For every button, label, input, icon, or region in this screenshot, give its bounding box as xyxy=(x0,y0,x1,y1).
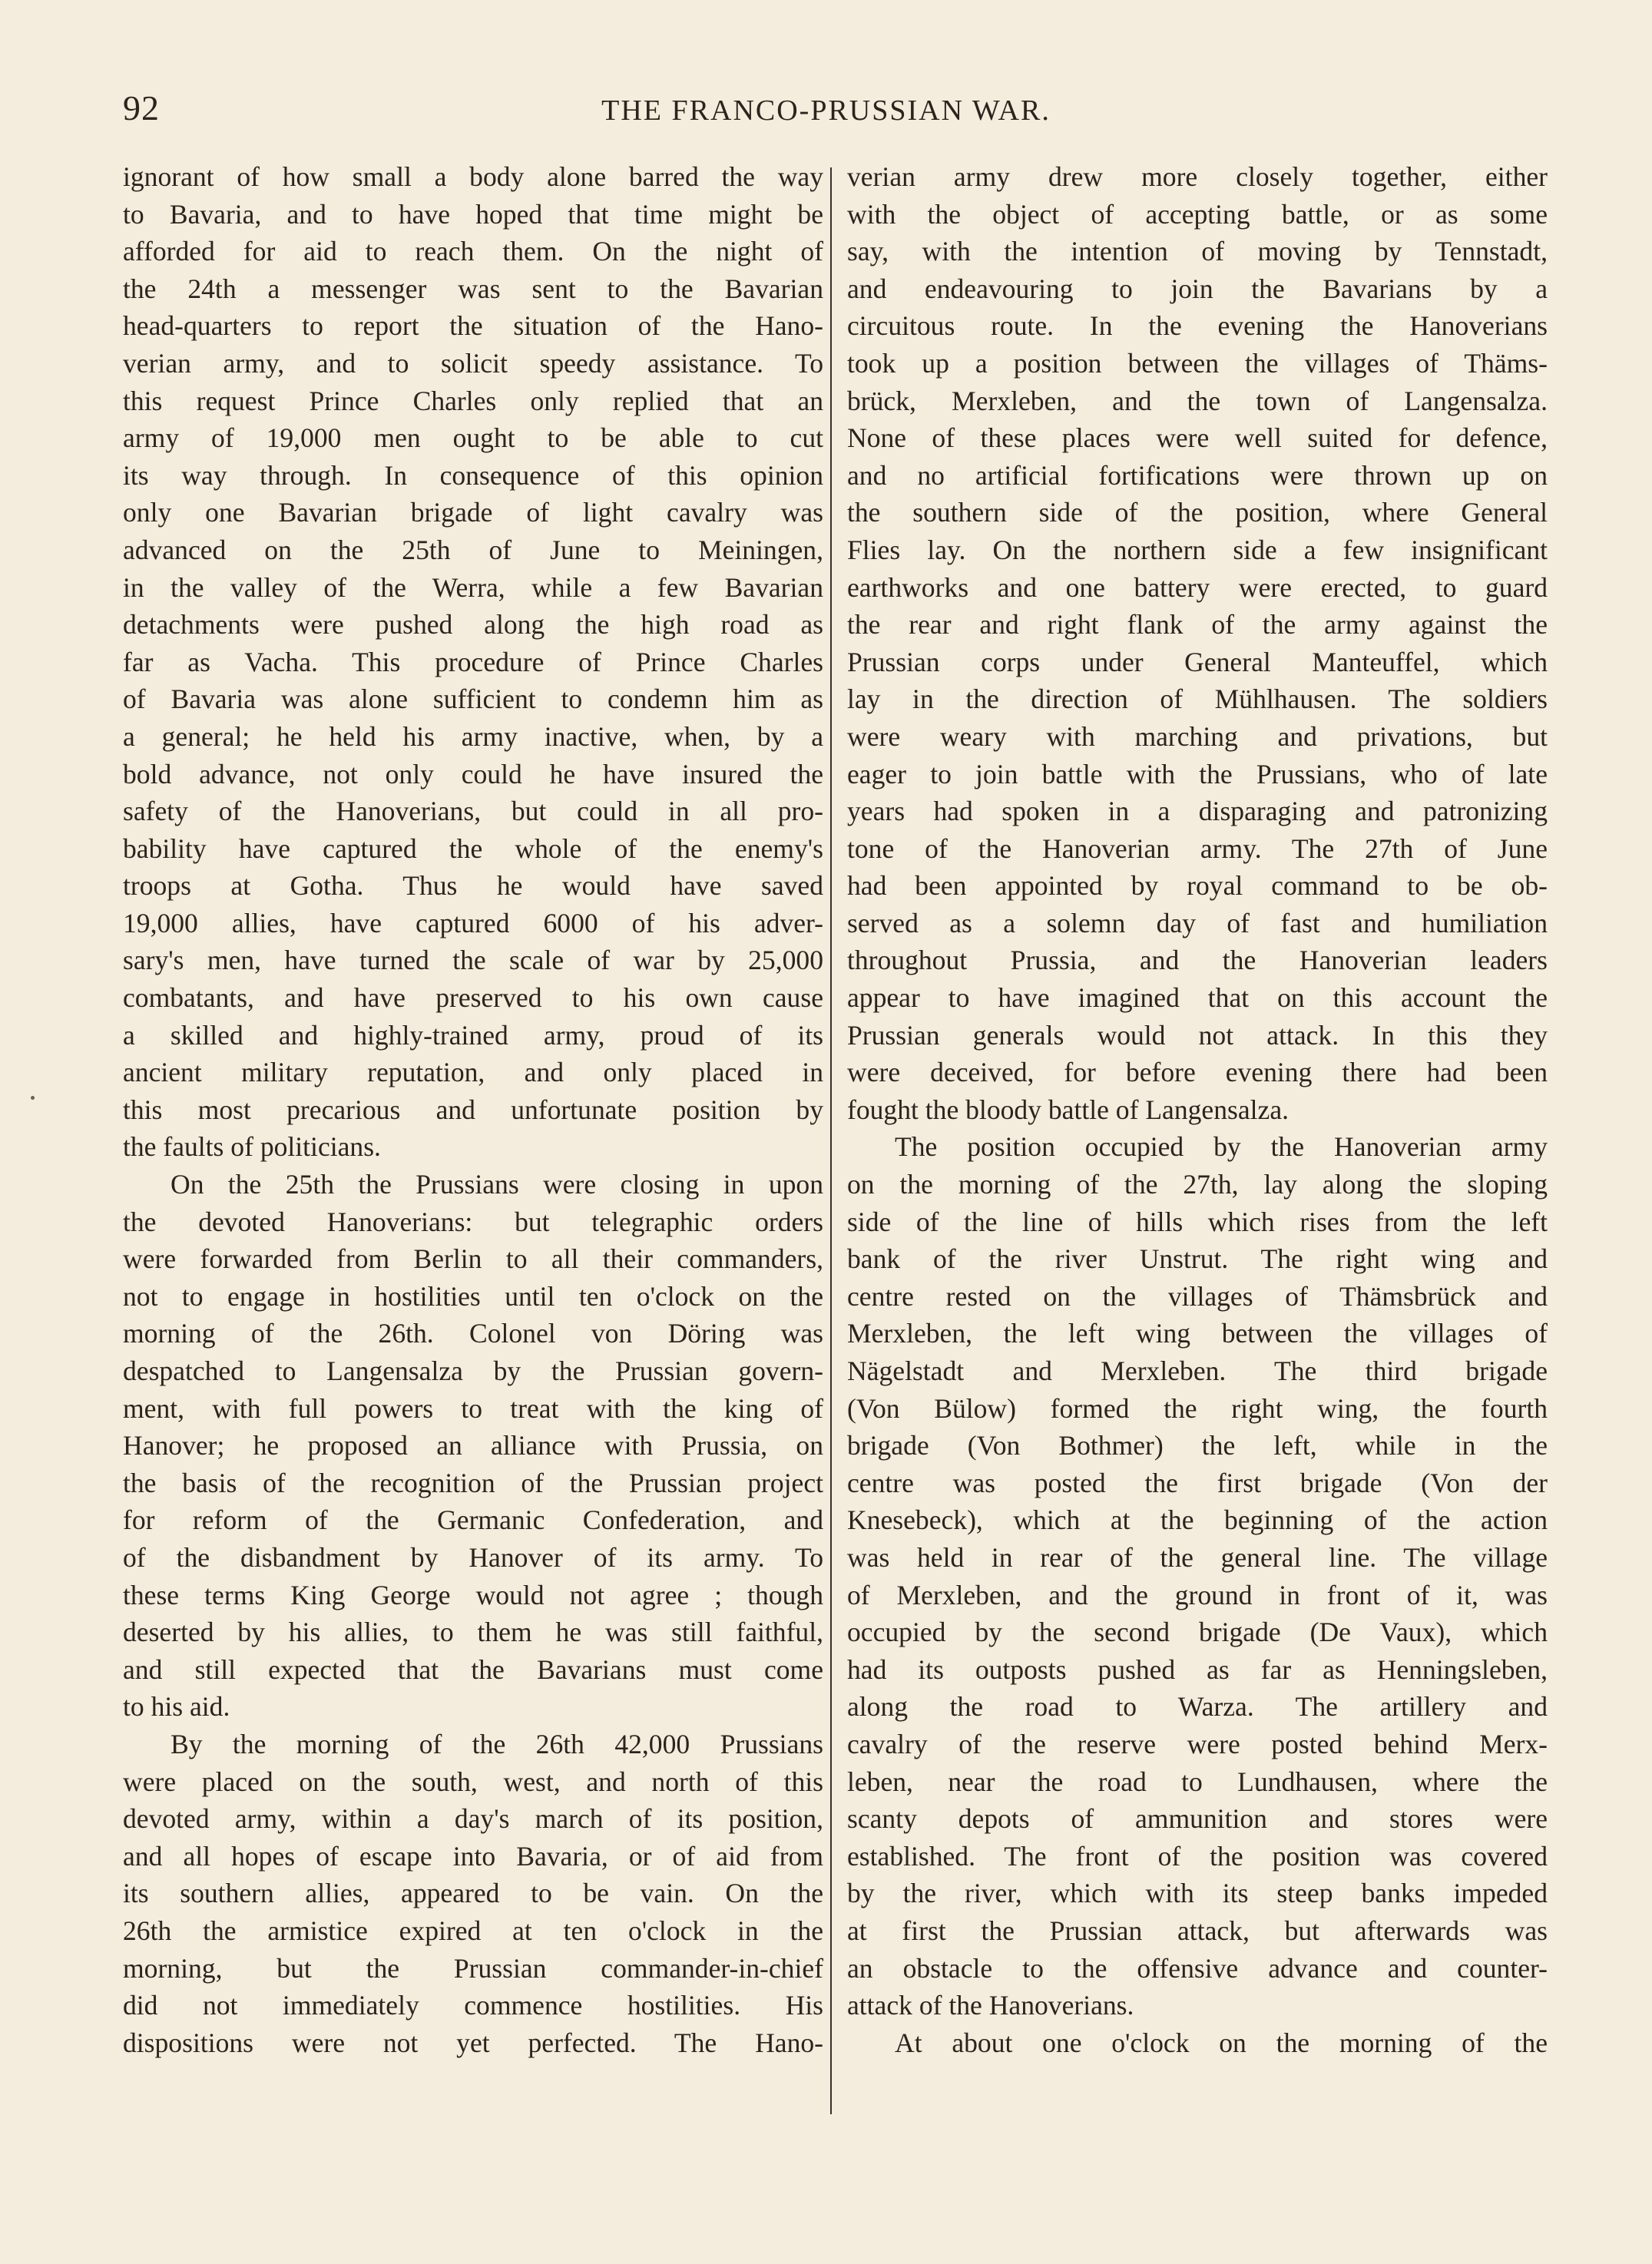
text-line: the 24th a messenger was sent to the Bavarian xyxy=(123,273,823,304)
text-line: years had spoken in a disparaging and patronizing xyxy=(847,796,1548,827)
text-line: were forwarded from Berlin to all their commanders, xyxy=(123,1243,823,1275)
left-column xyxy=(123,158,823,2061)
text-line: attack of the Hanoverians. xyxy=(847,1990,1134,2021)
text-line: centre rested on the villages of Thämsbrück and xyxy=(847,1280,1548,1312)
text-line: dispositions were not yet perfected. The Hano- xyxy=(123,2027,823,2058)
text-line: a skilled and highly-trained army, proud of its xyxy=(123,1019,823,1051)
text-line: scanty depots of ammunition and stores were xyxy=(847,1803,1548,1835)
text-line: its way through. In consequence of this opinion xyxy=(123,459,823,491)
text-line: None of these places were well suited for defence, xyxy=(847,422,1548,454)
text-line: only one Bavarian brigade of light cavalry was xyxy=(123,497,823,528)
column-rule xyxy=(830,167,832,2114)
text-line: The position occupied by the Hanoverian army xyxy=(895,1131,1548,1163)
text-line: Nägelstadt and Merxleben. The third brigade xyxy=(847,1355,1548,1386)
text-line: verian army, and to solicit speedy assistance. To xyxy=(123,347,823,379)
text-line: the southern side of the position, where General xyxy=(847,497,1548,528)
text-line: afforded for aid to reach them. On the night of xyxy=(123,236,823,267)
text-line: along the road to Warza. The artillery and xyxy=(847,1691,1548,1723)
page-number: 92 xyxy=(123,88,160,127)
text-line: bold advance, not only could he have insured the xyxy=(123,758,823,789)
text-line: the devoted Hanoverians: but telegraphic orders xyxy=(123,1206,823,1237)
text-line: did not immediately commence hostilities. His xyxy=(123,1990,823,2021)
text-line: this request Prince Charles only replied that an xyxy=(123,385,823,416)
text-line: 19,000 allies, have captured 6000 of his adver- xyxy=(123,907,823,938)
text-line: brück, Merxleben, and the town of Langensalza. xyxy=(847,385,1548,416)
text-line: side of the line of hills which rises from the left xyxy=(847,1206,1548,1237)
text-line: and no artificial fortifications were thrown up on xyxy=(847,459,1548,491)
text-line: sary's men, have turned the scale of war by 25,000 xyxy=(123,945,823,976)
text-line: had its outposts pushed as far as Henningsleben, xyxy=(847,1653,1548,1685)
text-line: were placed on the south, west, and north of this xyxy=(123,1766,823,1797)
text-line: the rear and right flank of the army against the xyxy=(847,609,1548,640)
text-line: this most precarious and unfortunate position by xyxy=(123,1094,823,1125)
text-line: safety of the Hanoverians, but could in all pro- xyxy=(123,796,823,827)
text-line: throughout Prussia, and the Hanoverian leaders xyxy=(847,945,1548,976)
text-line: 26th the armistice expired at ten o'clock in the xyxy=(123,1915,823,1946)
text-line: centre was posted the first brigade (Von der xyxy=(847,1467,1548,1498)
text-line: On the 25th the Prussians were closing in upon xyxy=(170,1169,823,1200)
text-line: cavalry of the reserve were posted behind Merx- xyxy=(847,1728,1548,1759)
text-line: (Von Bülow) formed the right wing, the fourth xyxy=(847,1392,1548,1424)
text-line: far as Vacha. This procedure of Prince Charles xyxy=(123,646,823,677)
text-line: with the object of accepting battle, or as some xyxy=(847,198,1548,230)
text-line: not to engage in hostilities until ten o'clock on the xyxy=(123,1280,823,1312)
text-line: occupied by the second brigade (De Vaux), which xyxy=(847,1617,1548,1648)
text-line: leben, near the road to Lundhausen, where the xyxy=(847,1766,1548,1797)
text-line: Knesebeck), which at the beginning of the action xyxy=(847,1504,1548,1536)
text-line: earthworks and one battery were erected, to guard xyxy=(847,571,1548,603)
text-line: Flies lay. On the northern side a few insignificant xyxy=(847,534,1548,565)
text-line: troops at Gotha. Thus he would have saved xyxy=(123,870,823,902)
text-line: a general; he held his army inactive, when, by a xyxy=(123,720,823,752)
text-line: ancient military reputation, and only placed in xyxy=(123,1057,823,1088)
text-line: of the disbandment by Hanover of its army. To xyxy=(123,1541,823,1573)
text-line: tone of the Hanoverian army. The 27th of June xyxy=(847,832,1548,864)
text-line: detachments were pushed along the high road as xyxy=(123,609,823,640)
text-line: say, with the intention of moving by Tennstadt, xyxy=(847,236,1548,267)
text-line: circuitous route. In the evening the Hanoverians xyxy=(847,310,1548,342)
text-line: devoted army, within a day's march of its position, xyxy=(123,1803,823,1835)
text-line: Prussian corps under General Manteuffel, which xyxy=(847,646,1548,677)
text-line: advanced on the 25th of June to Meiningen, xyxy=(123,534,823,565)
text-line: was held in rear of the general line. The village xyxy=(847,1541,1548,1573)
text-line: were weary with marching and privations, but xyxy=(847,720,1548,752)
text-line: the faults of politicians. xyxy=(123,1131,381,1163)
text-line: verian army drew more closely together, either xyxy=(847,161,1548,192)
text-line: of Bavaria was alone sufficient to condemn him as xyxy=(123,684,823,715)
text-line: on the morning of the 27th, lay along the sloping xyxy=(847,1169,1548,1200)
text-line: these terms King George would not agree ; though xyxy=(123,1579,823,1610)
text-line: despatched to Langensalza by the Prussian govern- xyxy=(123,1355,823,1386)
text-line: an obstacle to the offensive advance and counter- xyxy=(847,1952,1548,1984)
text-line: At about one o'clock on the morning of the xyxy=(895,2027,1548,2058)
right-column xyxy=(847,158,1548,2061)
text-line: ignorant of how small a body alone barred the way xyxy=(123,161,823,192)
text-line: By the morning of the 26th 42,000 Prussians xyxy=(170,1728,823,1759)
text-line: the basis of the recognition of the Prussian project xyxy=(123,1467,823,1498)
text-line: fought the bloody battle of Langensalza. xyxy=(847,1094,1289,1125)
text-line: brigade (Von Bothmer) the left, while in the xyxy=(847,1430,1548,1461)
text-line: and endeavouring to join the Bavarians by a xyxy=(847,273,1548,304)
text-line: and all hopes of escape into Bavaria, or of aid from xyxy=(123,1840,823,1872)
text-line: army of 19,000 men ought to be able to cut xyxy=(123,422,823,454)
text-line: to his aid. xyxy=(123,1691,230,1723)
text-line: of Merxleben, and the ground in front of it, was xyxy=(847,1579,1548,1610)
text-line: and still expected that the Bavarians must come xyxy=(123,1653,823,1685)
text-line: its southern allies, appeared to be vain. On the xyxy=(123,1878,823,1909)
text-line: head-quarters to report the situation of the Hano- xyxy=(123,310,823,342)
text-line: were deceived, for before evening there had been xyxy=(847,1057,1548,1088)
text-line: combatants, and have preserved to his own cause xyxy=(123,982,823,1014)
text-line: Hanover; he proposed an alliance with Prussia, on xyxy=(123,1430,823,1461)
text-line: morning, but the Prussian commander-in-chief xyxy=(123,1952,823,1984)
text-line: for reform of the Germanic Confederation, and xyxy=(123,1504,823,1536)
running-head: THE FRANCO-PRUSSIAN WAR. xyxy=(601,94,1051,127)
text-line: bability have captured the whole of the enemy's xyxy=(123,832,823,864)
text-line: to Bavaria, and to have hoped that time might be xyxy=(123,198,823,230)
text-line: lay in the direction of Mühlhausen. The soldiers xyxy=(847,684,1548,715)
text-line: by the river, which with its steep banks impeded xyxy=(847,1878,1548,1909)
text-line: served as a solemn day of fast and humiliation xyxy=(847,907,1548,938)
text-line: morning of the 26th. Colonel von Döring was xyxy=(123,1318,823,1349)
text-line: in the valley of the Werra, while a few Bavarian xyxy=(123,571,823,603)
text-line: established. The front of the position was covered xyxy=(847,1840,1548,1872)
text-line: took up a position between the villages of Thäms- xyxy=(847,347,1548,379)
text-line: Prussian generals would not attack. In this they xyxy=(847,1019,1548,1051)
text-line: bank of the river Unstrut. The right wing and xyxy=(847,1243,1548,1275)
text-line: had been appointed by royal command to be ob- xyxy=(847,870,1548,902)
text-line: eager to join battle with the Prussians, who of late xyxy=(847,758,1548,789)
text-line: ment, with full powers to treat with the king of xyxy=(123,1392,823,1424)
text-line: Merxleben, the left wing between the villages of xyxy=(847,1318,1548,1349)
margin-mark xyxy=(31,1096,35,1100)
text-line: deserted by his allies, to them he was still faithful, xyxy=(123,1617,823,1648)
text-line: at first the Prussian attack, but afterwards was xyxy=(847,1915,1548,1946)
text-line: appear to have imagined that on this account the xyxy=(847,982,1548,1014)
